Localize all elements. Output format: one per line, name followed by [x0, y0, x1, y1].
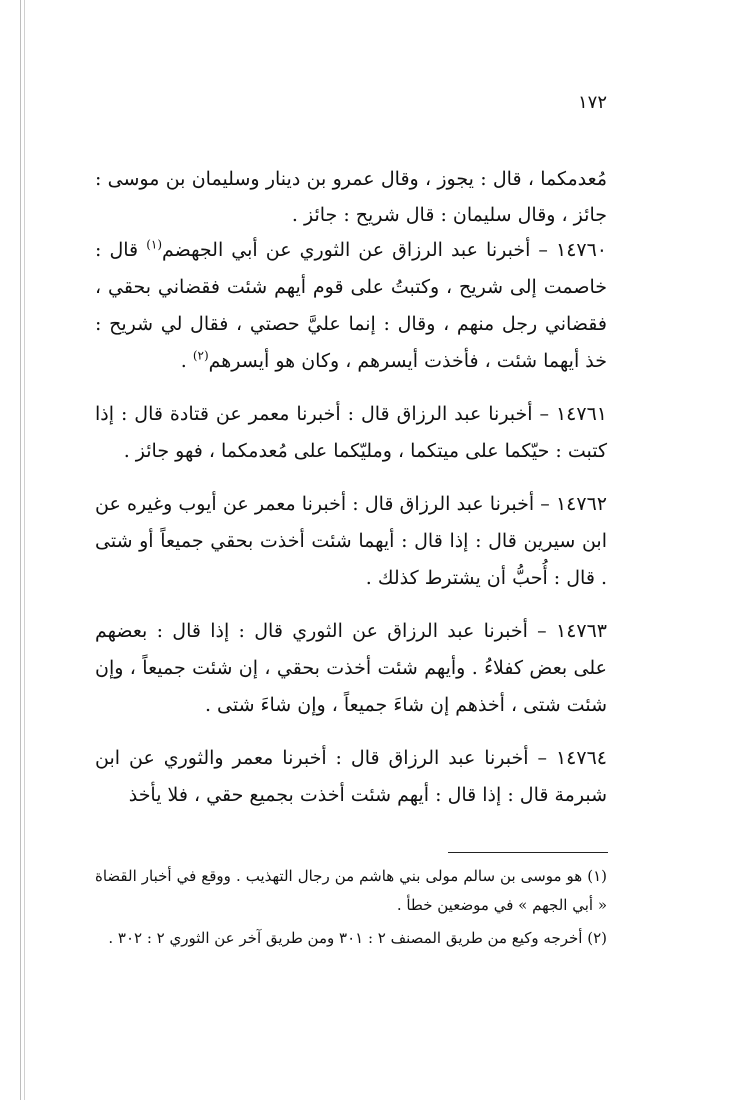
opening-paragraph: مُعدمكما ، قال : يجوز ، وقال عمرو بن دينار وسليمان بن موسى : جائز ، وقال سليمان : قال شريح : جائز .	[95, 168, 607, 226]
hadith-number: ١٤٧٦٢	[555, 493, 607, 515]
hadith-14764	[95, 740, 607, 814]
page-number: ١٧٢	[577, 92, 607, 113]
hadith-text: – أخبرنا عبد الرزاق قال : أخبرنا معمر عن قتادة قال : إذا كتبت : حيّكما على ميتكما ، ومليّكما على مُعدمكما ، فهو جائز .	[95, 403, 607, 462]
footnote-separator	[448, 852, 608, 853]
hadith-text: قال : خاصمت إلى شريح ، وكتبتُ على قوم أيهم شئت فقضاني بحقي ، فقضاني رجل منهم ، وقال : إنما عليَّ حصتي ، فقال لي شريح : خذ أيهما شئت ، فأخذت أيسرهم ، وكان هو أيسرهم	[95, 239, 607, 372]
hadith-text: .	[180, 350, 187, 372]
hadith-text: – أخبرنا عبد الرزاق عن الثوري قال : إذا قال : بعضهم على بعض كفلاءُ . وأيهم شئت أخذت بحقي ، إن شئت جميعاً ، وإن شئت شتى ، أخذهم إن شاءَ جميعاً ، وإن شاءَ شتى .	[95, 620, 607, 716]
footnote-marker: (١)	[146, 237, 163, 252]
hadith-number: ١٤٧٦٠	[555, 239, 608, 261]
footnote-2: (٢) أخرجه وكيع من طريق المصنف ٢ : ٣٠١ ومن طريق آخر عن الثوري ٢ : ٣٠٢ .	[108, 929, 607, 947]
binding-margin-line	[24, 0, 25, 1100]
footnotes	[95, 862, 607, 953]
hadith-text: – أخبرنا عبد الرزاق قال : أخبرنا معمر والثوري عن ابن شبرمة قال : إذا قال : أيهم شئت أخذت بجميع حقي ، فلا يأخذ	[95, 747, 607, 806]
hadith-list	[95, 232, 607, 814]
hadith-number: ١٤٧٦٤	[555, 747, 607, 769]
hadith-14760	[95, 232, 607, 380]
footnote-marker: (٢)	[192, 348, 209, 363]
hadith-number: ١٤٧٦٣	[555, 620, 608, 642]
hadith-text: – أخبرنا عبد الرزاق قال : أخبرنا معمر عن أيوب وغيره عن ابن سيرين قال : إذا قال : أيهما شئت أخذت بحقي جميعاً أو شتى . قال : أُحبُّ أن يشترط كذلك .	[95, 493, 607, 589]
footnote-1: (١) هو موسى بن سالم مولى بني هاشم من رجال التهذيب . ووقع في أخبار القضاة « أبي الجهم » في موضعين خطأ .	[95, 867, 607, 914]
hadith-14763	[95, 613, 607, 724]
binding-margin-line	[20, 0, 21, 1100]
hadith-14761	[95, 396, 607, 470]
hadith-text: – أخبرنا عبد الرزاق عن الثوري عن أبي الجهضم	[162, 239, 548, 261]
hadith-14762	[95, 486, 607, 597]
hadith-number: ١٤٧٦١	[555, 403, 607, 425]
